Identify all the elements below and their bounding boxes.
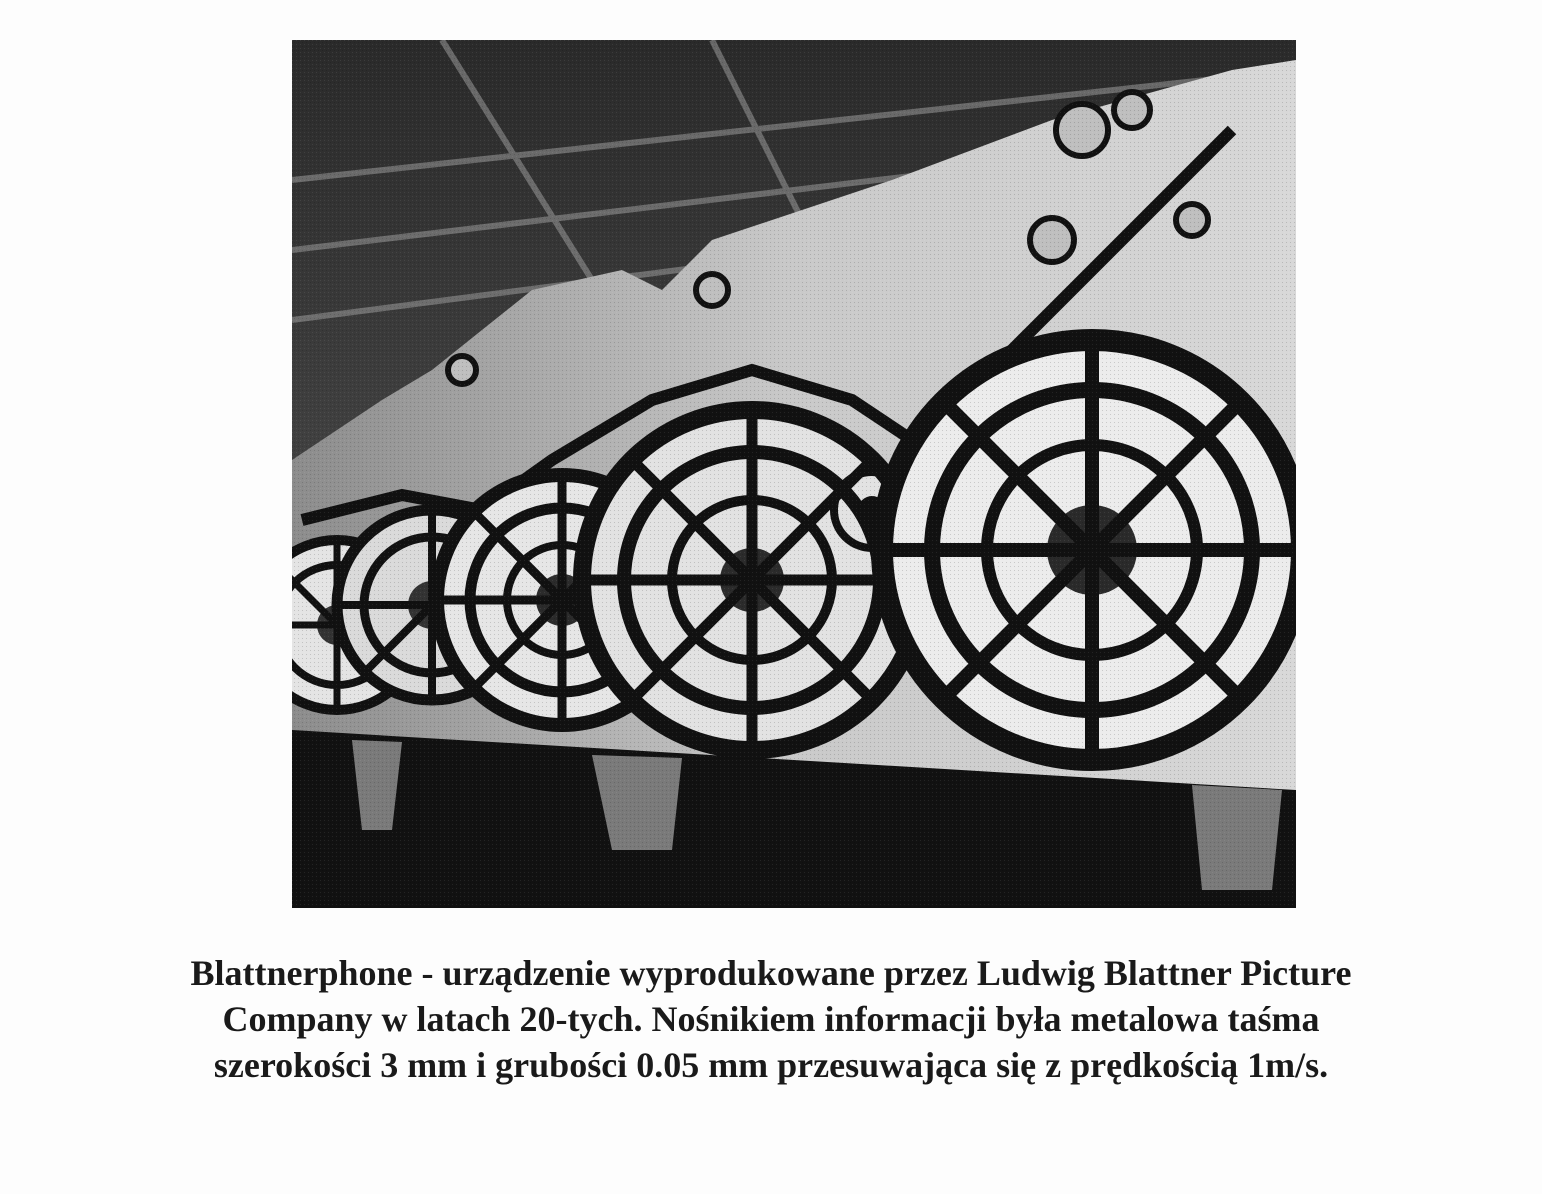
figure-caption	[40, 950, 1502, 1088]
caption-line-3: szerokości 3 mm i grubości 0.05 mm przesuwająca się z prędkością 1m/s.	[213, 1045, 1329, 1085]
blattnerphone-photo-illustration	[292, 40, 1296, 908]
photo-grain-overlay	[292, 40, 1296, 908]
caption-line-2: Company w latach 20-tych. Nośnikiem informacji była metalowa taśma	[222, 999, 1320, 1039]
blattnerphone-photograph	[292, 40, 1296, 908]
caption-line-1: Blattnerphone - urządzenie wyprodukowane przez Ludwig Blattner Picture	[190, 953, 1352, 993]
